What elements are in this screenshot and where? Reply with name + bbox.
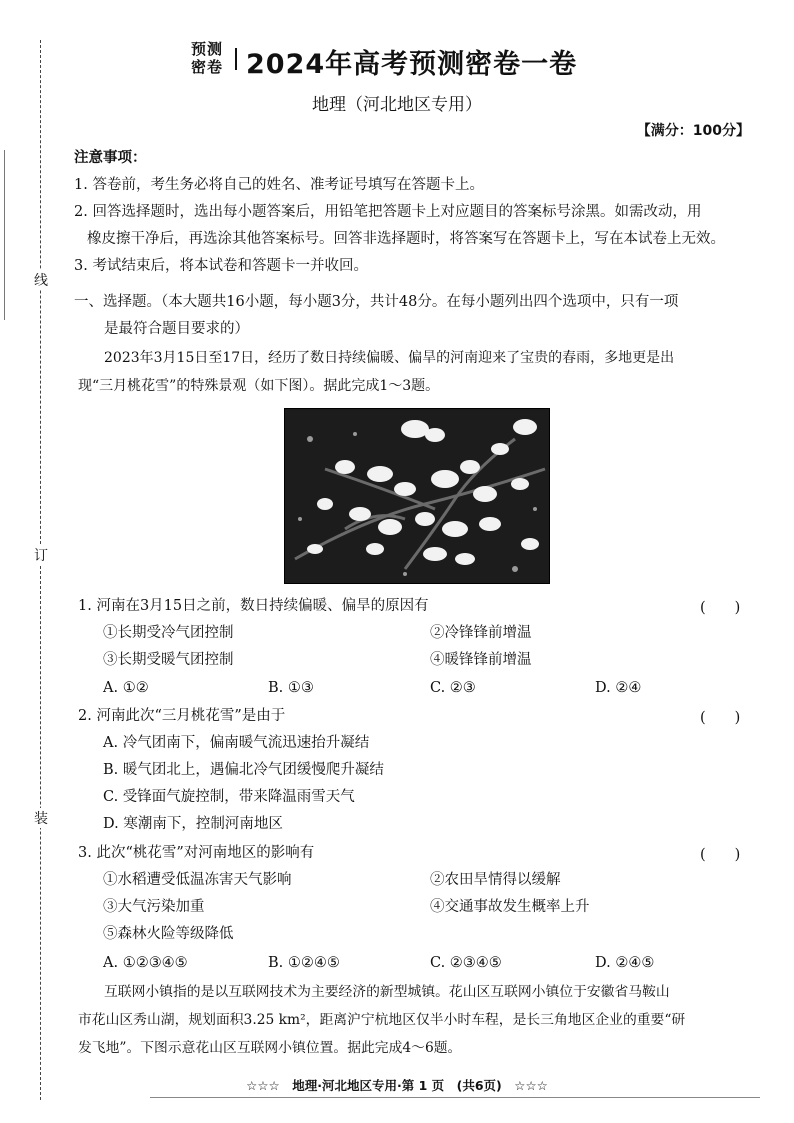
answer-bracket: ( )	[700, 710, 741, 726]
statement-item: ③长期受暖气团控制	[103, 652, 234, 668]
note-item: 2. 回答选择题时，选出每小题答案后，用铅笔把答题卡上对应题目的答案标号涂黑。如需改动，用	[74, 204, 702, 220]
statement-item: ④暖锋锋前增温	[430, 652, 532, 668]
brand-separator	[235, 48, 237, 70]
page-footer: ☆☆☆ 地理·河北地区专用·第 1 页 (共6页) ☆☆☆	[246, 1078, 548, 1093]
notes-heading: 注意事项：	[74, 150, 147, 166]
brand-logo	[186, 40, 228, 76]
answer-bracket: ( )	[700, 847, 741, 863]
statement-item: ②冷锋锋前增温	[430, 625, 532, 641]
binding-dashed-line	[40, 40, 41, 1100]
brand-line-2: 密卷	[190, 58, 223, 76]
section-heading-cont: 是最符合题目要求的）	[104, 321, 249, 337]
scan-edge-line	[4, 150, 5, 320]
statement-item: ①长期受冷气团控制	[103, 625, 234, 641]
note-item: 1. 答卷前，考生务必将自己的姓名、准考证号填写在答题卡上。	[74, 177, 484, 193]
binding-mark-staple: 订	[33, 545, 49, 565]
page-title: 2024年高考预测密卷一卷	[246, 49, 578, 80]
answer-bracket: ( )	[700, 600, 741, 616]
question-stem: 1. 河南在3月15日之前，数日持续偏暖、偏旱的原因有	[78, 598, 429, 614]
answer-option: A. ①②	[103, 680, 149, 696]
note-item: 橡皮擦干净后，再选涂其他答案标号。回答非选择题时，将答案写在答题卡上，写在本试卷上无效。	[87, 231, 725, 247]
section-heading: 一、选择题。（本大题共16小题，每小题3分，共计48分。在每小题列出四个选项中，只有一项	[74, 294, 679, 310]
passage-text: 互联网小镇指的是以互联网技术为主要经济的新型城镇。花山区互联网小镇位于安徽省马鞍山	[104, 984, 670, 1000]
answer-option: B. ①②④⑤	[268, 955, 340, 971]
question-stem: 2. 河南此次“三月桃花雪”是由于	[78, 708, 286, 724]
brand-line-1: 预测	[190, 40, 223, 58]
passage-text: 发飞地”。下图示意花山区互联网小镇位置。据此完成4～6题。	[78, 1040, 462, 1056]
statement-item: ②农田旱情得以缓解	[430, 872, 561, 888]
binding-mark-line: 线	[33, 270, 49, 290]
binding-mark-bind: 装	[33, 808, 49, 828]
answer-option: B. ①③	[268, 680, 314, 696]
full-score: 【满分：100分】	[636, 123, 750, 139]
answer-option: B. 暖气团北上，遇偏北冷气团缓慢爬升凝结	[103, 762, 384, 778]
blossom-snow-image	[285, 409, 549, 583]
footer-rule	[150, 1097, 760, 1098]
answer-option: A. ①②③④⑤	[103, 955, 188, 971]
note-item: 3. 考试结束后，将本试卷和答题卡一并收回。	[74, 258, 368, 274]
answer-option: A. 冷气团南下，偏南暖气流迅速抬升凝结	[103, 735, 370, 751]
statement-item: ④交通事故发生概率上升	[430, 899, 590, 915]
answer-option: D. ②④⑤	[595, 955, 655, 971]
statement-item: ③大气污染加重	[103, 899, 205, 915]
answer-option: C. ②③④⑤	[430, 955, 502, 971]
passage-text: 2023年3月15日至17日，经历了数日持续偏暖、偏旱的河南迎来了宝贵的春雨，多地更是出	[104, 350, 675, 366]
page-subtitle: 地理（河北地区专用）	[312, 95, 482, 115]
passage-text: 现“三月桃花雪”的特殊景观（如下图）。据此完成1～3题。	[78, 378, 440, 394]
answer-option: C. ②③	[430, 680, 476, 696]
answer-option: D. ②④	[595, 680, 642, 696]
passage-text: 市花山区秀山湖，规划面积3.25 km²，距离沪宁杭地区仅半小时车程，是长三角地区企业的重要“研	[78, 1012, 686, 1028]
statement-item: ①水稻遭受低温冻害天气影响	[103, 872, 292, 888]
answer-option: D. 寒潮南下，控制河南地区	[103, 816, 283, 832]
answer-option: C. 受锋面气旋控制，带来降温雨雪天气	[103, 789, 355, 805]
peach-blossom-snow-photo	[284, 408, 550, 584]
statement-item: ⑤森林火险等级降低	[103, 926, 234, 942]
question-stem: 3. 此次“桃花雪”对河南地区的影响有	[78, 845, 315, 861]
